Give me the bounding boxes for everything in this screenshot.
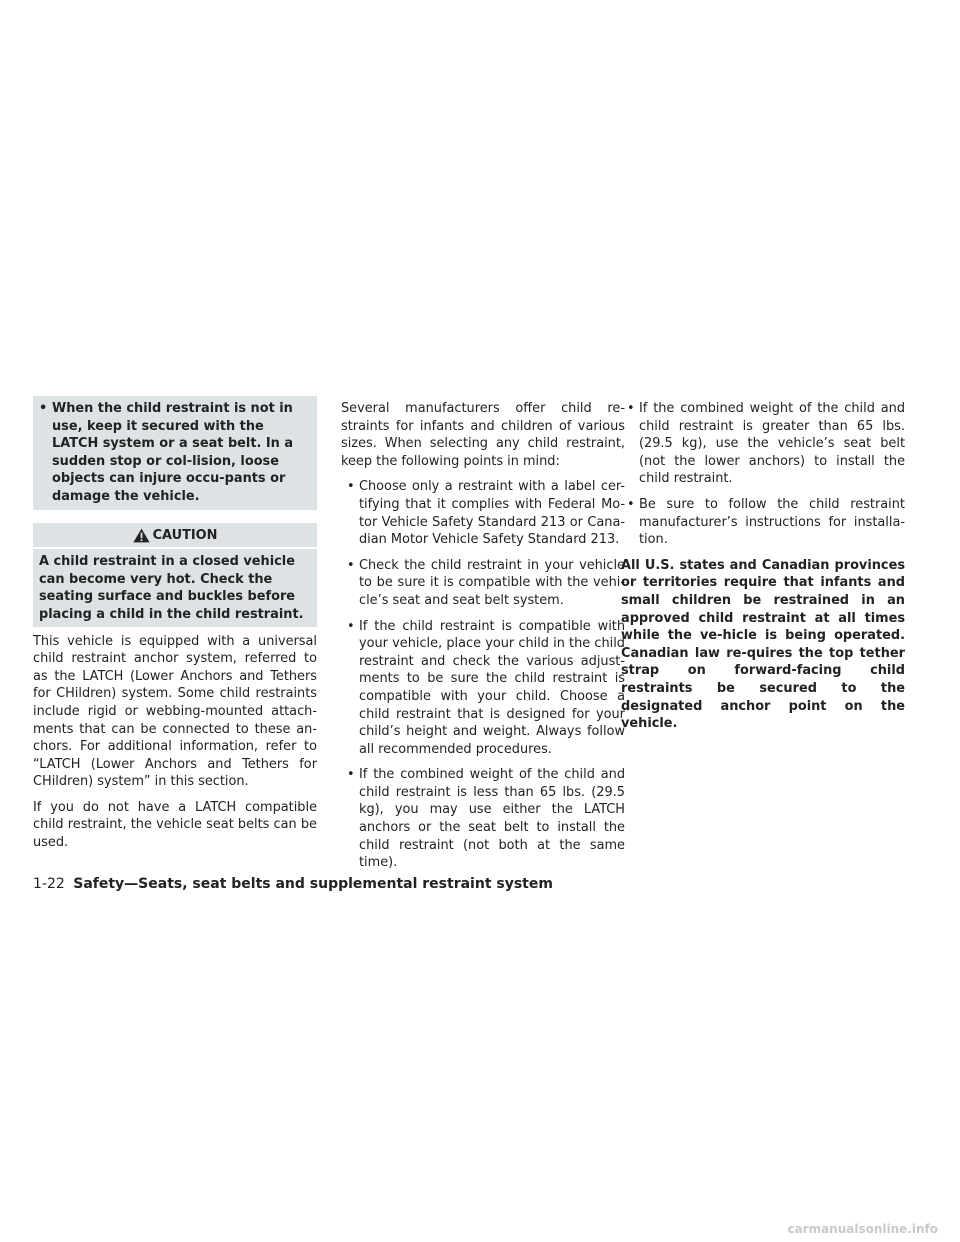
bullet-dot: • (627, 401, 635, 416)
list-item (621, 496, 905, 549)
list-item-text: If the combined weight of the child and child restraint is greater than 65 lbs. (29.5 kg), use the vehicle’s seat belt (not the lower anchors) to install the child restraint. (639, 401, 905, 487)
page-number: 1-22 (33, 876, 65, 892)
caution-box (33, 549, 317, 626)
bullet-dot: • (347, 618, 355, 634)
warning-box (33, 396, 317, 510)
legal-requirement-paragraph: All U.S. states and Canadian provinces or territories require that infants and small children be restrained in an approved child restraint at all times while the ve-hicle is being operated. Canadian law re-quires the top tether strap on forward-facing child restraints be secured to the designated anchor point on the vehicle. (621, 557, 905, 732)
caution-title: CAUTION (152, 527, 218, 543)
latch-paragraph: This vehicle is equipped with a universal child restraint anchor system, referred to as the LATCH (Lower Anchors and Tethers for CHildren) system. Some child restraints include rigid or webbing-mounted attach-ments that can be connected to these an-chors. For additional information, refer to “LATCH (Lower Anchors and Tethers for CHildren) system” in this section. (33, 633, 317, 790)
list-item-text: Choose only a restraint with a label cer-tifying that it complies with Federal Mo-tor Vehicle Safety Standard 213 or Cana-dian Motor Vehicle Safety Standard 213. (359, 479, 625, 548)
bullet-dot: • (347, 557, 355, 573)
list-item (341, 478, 625, 548)
bullet-dot: • (347, 479, 355, 495)
caution-header (33, 523, 317, 548)
middle-column (341, 400, 625, 880)
list-item (341, 557, 625, 610)
watermark: carmanualsonline.info (787, 1222, 938, 1236)
left-column (33, 400, 317, 860)
list-item-text: Check the child restraint in your vehicle to be sure it is compatible with the vehi-cle’s seat and seat belt system. (359, 557, 625, 608)
list-item (341, 766, 625, 872)
list-item (621, 400, 905, 488)
bullet-dot: • (347, 767, 355, 783)
list-item (341, 618, 625, 759)
section-title: Safety—Seats, seat belts and supplemental restraint system (73, 876, 553, 892)
right-column (621, 400, 905, 733)
seat-belt-paragraph: If you do not have a LATCH compatible child restraint, the vehicle seat belts can be used. (33, 799, 317, 851)
list-item-text: Be sure to follow the child restraint manufacturer’s instructions for installa-tion. (639, 496, 905, 548)
caution-text: A child restraint in a closed vehicle can become very hot. Check the seating surface and buckles before placing a child in the child restraint. (39, 554, 304, 622)
warning-bullet-text: When the child restraint is not in use, keep it secured with the LATCH system or a seat belt. In a sudden stop or col-lision, loose objects can injure occu-pants or damage the vehicle. (52, 401, 294, 504)
warning-bullet-item (39, 400, 311, 506)
page-footer (33, 876, 553, 892)
selection-intro-paragraph: Several manufacturers offer child re-straints for infants and children of various sizes. When selecting any child restraint, keep the following points in mind: (341, 401, 625, 469)
bullet-dot: • (39, 401, 48, 416)
list-item-text: If the child restraint is compatible with your vehicle, place your child in the child restraint and check the various adjust-ments to be sure the child restraint is compatible with your child. Choose a child restraint that is designed for your child’s height and weight. Always follow all recommended procedures. (359, 618, 625, 757)
bullet-dot: • (627, 496, 635, 512)
list-item-text: If the combined weight of the child and child restraint is less than 65 lbs. (29.5 kg), you may use either the LATCH anchors or the seat belt to install the child restraint (not both at the same time). (359, 767, 625, 871)
warning-triangle-icon (133, 528, 150, 543)
